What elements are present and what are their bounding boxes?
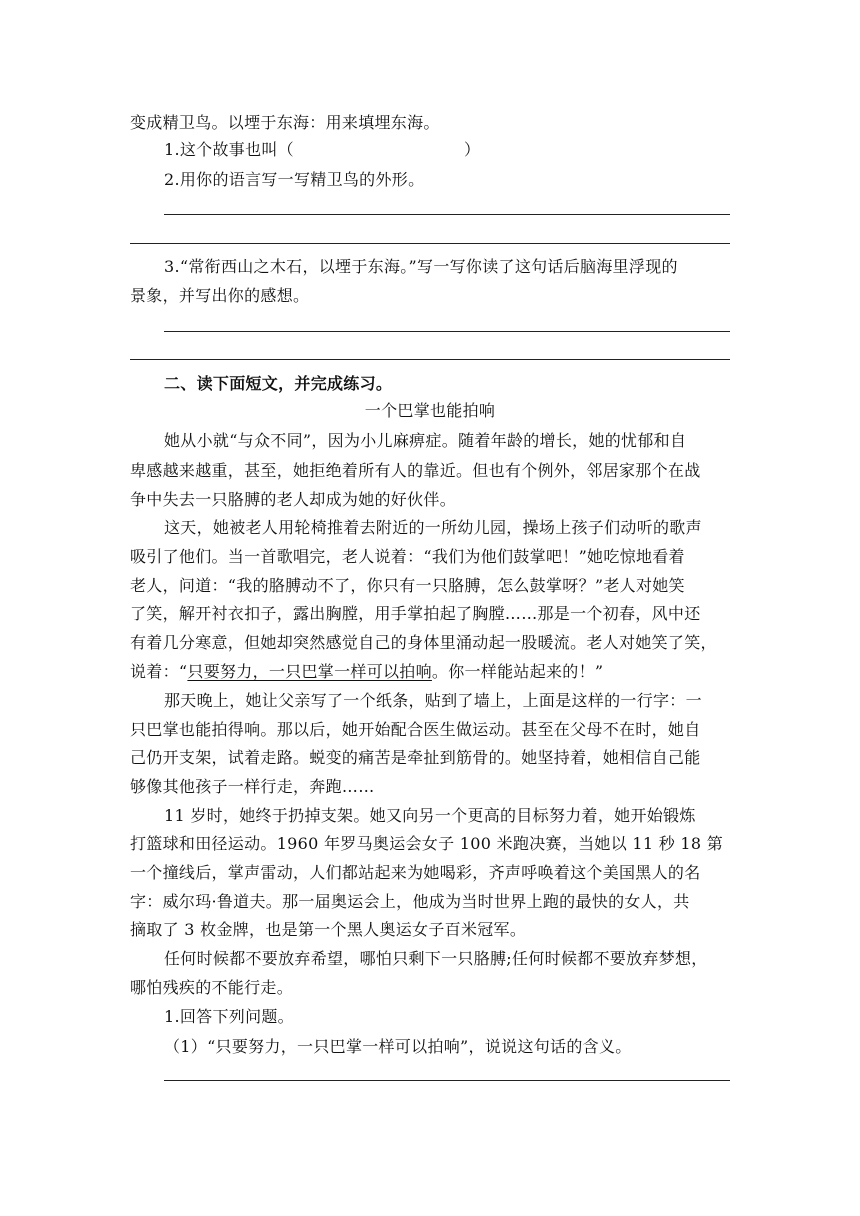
paragraph-line: 老人，问道：“我的胳膊动不了，你只有一只胳膊，怎么鼓掌呀？”老人对她笑 [130, 576, 685, 595]
question-2: 2.用你的语言写一写精卫鸟的外形。 [164, 170, 425, 189]
question-1-prefix: 1.这个故事也叫（ [164, 140, 294, 159]
paragraph-line: 吸引了他们。当一首歌唱完，老人说着：“我们为他们鼓掌吧！”她吃惊地看着 [130, 547, 685, 566]
question-heading: 1.回答下列问题。 [164, 1007, 294, 1026]
paragraph-line: 争中失去一只胳膊的老人却成为她的好伙伴。 [130, 490, 457, 509]
paragraph-line: 有着几分寒意，但她却突然感觉自己的身体里涌动起一股暖流。老人对她笑了笑， [130, 633, 717, 652]
answer-line[interactable] [164, 1080, 730, 1081]
underlined-quote: 只要努力，一只巴掌一样可以拍响 [187, 662, 432, 681]
paragraph-line: 摘取了 3 枚金牌，也是第一个黑人奥运女子百米冠军。 [130, 920, 527, 939]
paragraph-line: 她从小就“与众不同”，因为小儿麻痹症。随着年龄的增长，她的忧郁和自 [164, 431, 687, 450]
answer-line[interactable] [130, 243, 730, 244]
paragraph-line: 打篮球和田径运动。1960 年罗马奥运会女子 100 米跑决赛，当她以 11 秒 18 第 [130, 834, 724, 853]
paragraph-line: 一个撞线后，掌声雷动，人们都站起来为她喝彩，齐声呼唤着这个美国黑人的名 [130, 863, 701, 882]
paragraph-line: 字：威尔玛·鲁道夫。那一届奥运会上，他成为当时世界上跑的最快的女人，共 [130, 892, 690, 911]
question-1 [164, 140, 480, 160]
paragraph-line: 了笑，解开衬衣扣子，露出胸膛，用手掌拍起了胸膛……那是一个初春，风中还 [130, 604, 701, 623]
question-1-suffix: ） [463, 140, 481, 159]
question-3-line: 3.“常衔西山之木石，以堙于东海。”写一写你读了这句话后脑海里浮现的 [164, 257, 678, 276]
paragraph-line: 够像其他孩子一样行走，奔跑…… [130, 777, 375, 796]
text-line: 变成精卫鸟。以堙于东海：用来填埋东海。 [130, 113, 440, 132]
paragraph-line: 哪怕残疾的不能行走。 [130, 978, 294, 997]
paragraph-line: 这天，她被老人用轮椅推着去附近的一所幼儿园，操场上孩子们动听的歌声 [164, 518, 702, 537]
paragraph-line: 卑感越来越重，甚至，她拒绝着所有人的靠近。但也有个例外，邻居家那个在战 [130, 461, 701, 480]
section-heading: 二、读下面短文，并完成练习。 [164, 374, 393, 393]
answer-line[interactable] [164, 331, 730, 332]
answer-line[interactable] [130, 359, 730, 360]
passage-title: 一个巴掌也能拍响 [364, 401, 496, 420]
question-3-line: 景象，并写出你的感想。 [130, 286, 310, 305]
paragraph-line: 11 岁时，她终于扔掉支架。她又向另一个更高的目标努力着，她开始锻炼 [164, 806, 696, 825]
quote-prefix: 说着：“ [130, 662, 188, 681]
quote-suffix: 。你一样能站起来的！” [431, 662, 604, 681]
paragraph-line [130, 662, 603, 682]
sub-question: （1）“只要努力，一只巴掌一样可以拍响”，说说这句话的含义。 [164, 1037, 632, 1056]
paragraph-line: 己仍开支架，试着走路。蜕变的痛苦是牵扯到筋骨的。她坚持着，她相信自己能 [130, 748, 701, 767]
paragraph-line: 只巴掌也能拍得响。那以后，她开始配合医生做运动。甚至在父母不在时，她自 [130, 720, 701, 739]
answer-line[interactable] [164, 214, 730, 215]
paragraph-line: 那天晚上，她让父亲写了一个纸条，贴到了墙上，上面是这样的一行字：一 [164, 691, 702, 710]
paragraph-line: 任何时候都不要放弃希望，哪怕只剩下一只胳膊;任何时候都不要放弃梦想， [164, 949, 708, 968]
